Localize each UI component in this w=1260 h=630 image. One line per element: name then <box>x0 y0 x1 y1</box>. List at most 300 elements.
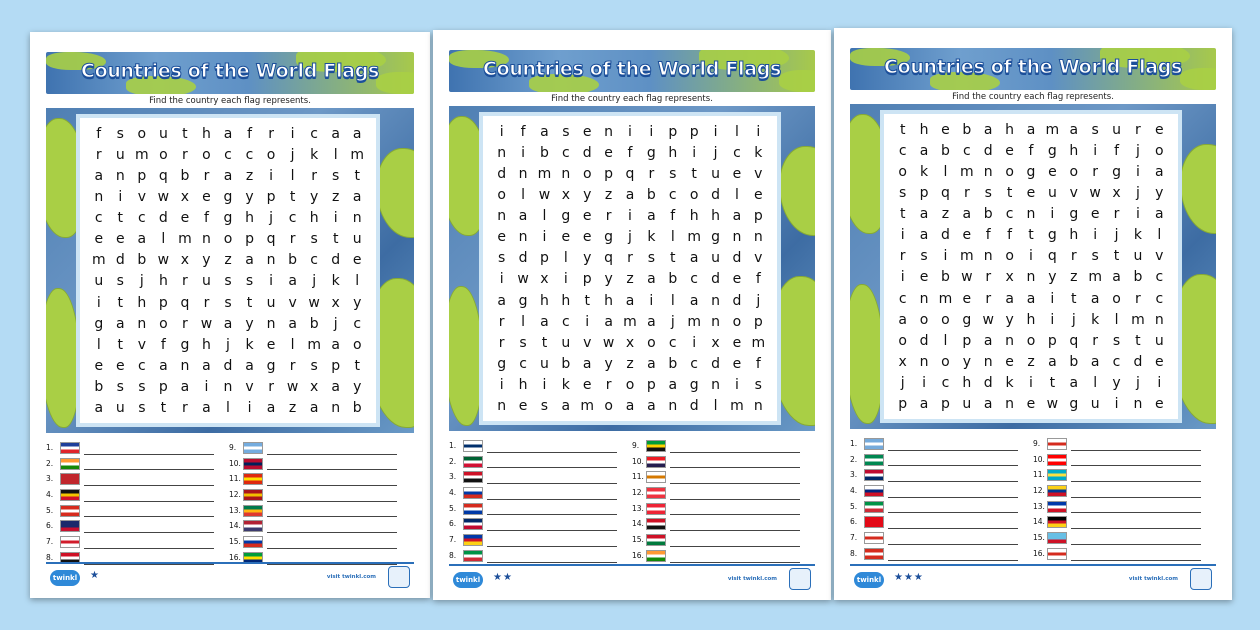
grid-letter[interactable]: s <box>754 376 762 393</box>
grid-letter[interactable]: n <box>1133 395 1143 412</box>
grid-letter[interactable]: g <box>223 189 233 206</box>
grid-letter[interactable]: h <box>689 208 699 225</box>
grid-letter[interactable]: a <box>1155 164 1164 181</box>
grid-letter[interactable]: i <box>943 248 948 265</box>
grid-letter[interactable]: s <box>899 185 907 202</box>
grid-letter[interactable]: i <box>499 271 504 288</box>
answer-write-line[interactable] <box>267 501 397 502</box>
grid-letter[interactable]: f <box>755 355 761 372</box>
grid-letter[interactable]: d <box>711 271 720 288</box>
grid-letter[interactable]: n <box>983 353 993 370</box>
answer-write-line[interactable] <box>487 483 617 484</box>
grid-letter[interactable]: b <box>352 399 362 416</box>
grid-letter[interactable]: n <box>331 399 341 416</box>
grid-letter[interactable]: i <box>900 269 905 286</box>
grid-letter[interactable]: e <box>518 397 528 414</box>
grid-letter[interactable]: o <box>1155 143 1164 160</box>
grid-letter[interactable]: x <box>625 334 635 351</box>
grid-letter[interactable]: r <box>289 231 296 248</box>
grid-letter[interactable]: e <box>115 231 125 248</box>
grid-letter[interactable]: e <box>352 252 362 269</box>
grid-letter[interactable]: l <box>290 336 295 353</box>
grid-letter[interactable]: o <box>497 187 506 204</box>
grid-letter[interactable]: y <box>245 189 254 206</box>
grid-letter[interactable]: p <box>646 376 656 393</box>
grid-letter[interactable]: a <box>919 227 929 244</box>
grid-letter[interactable]: p <box>753 313 763 330</box>
grid-letter[interactable]: y <box>604 271 613 288</box>
grid-letter[interactable]: a <box>223 126 233 142</box>
grid-letter[interactable]: a <box>497 292 506 309</box>
grid-letter[interactable]: b <box>983 206 993 223</box>
grid-letter[interactable]: v <box>137 189 146 206</box>
grid-letter[interactable]: y <box>202 252 211 269</box>
grid-letter[interactable]: c <box>561 145 570 162</box>
grid-letter[interactable]: a <box>202 399 211 416</box>
grid-letter[interactable]: t <box>1113 248 1120 265</box>
grid-letter[interactable]: e <box>941 122 950 138</box>
grid-letter[interactable]: e <box>1154 353 1164 370</box>
grid-letter[interactable]: r <box>985 290 992 307</box>
grid-letter[interactable]: o <box>919 311 929 328</box>
answer-write-line[interactable] <box>84 532 214 533</box>
grid-letter[interactable]: d <box>711 187 720 204</box>
grid-letter[interactable]: h <box>561 292 571 309</box>
answer-write-line[interactable] <box>670 514 800 515</box>
grid-letter[interactable]: i <box>1029 374 1033 391</box>
grid-letter[interactable]: g <box>604 229 614 246</box>
answer-write-line[interactable] <box>670 562 800 563</box>
grid-letter[interactable]: y <box>310 189 319 206</box>
grid-letter[interactable]: n <box>1026 206 1036 223</box>
answer-write-line[interactable] <box>888 465 1018 466</box>
grid-letter[interactable]: u <box>711 166 720 183</box>
grid-letter[interactable]: s <box>310 231 318 248</box>
grid-letter[interactable]: e <box>962 290 972 307</box>
grid-letter[interactable]: t <box>1135 332 1141 349</box>
grid-letter[interactable]: a <box>1005 290 1014 307</box>
grid-letter[interactable]: q <box>604 250 614 267</box>
grid-letter[interactable]: g <box>962 311 972 328</box>
grid-letter[interactable]: a <box>1026 122 1036 138</box>
grid-letter[interactable]: n <box>518 166 528 183</box>
grid-letter[interactable]: j <box>756 292 761 309</box>
grid-letter[interactable]: r <box>605 208 612 225</box>
grid-letter[interactable]: i <box>922 374 927 391</box>
grid-letter[interactable]: l <box>670 229 675 246</box>
answer-write-line[interactable] <box>487 499 617 500</box>
grid-letter[interactable]: g <box>689 376 699 393</box>
grid-letter[interactable]: n <box>266 315 276 332</box>
grid-letter[interactable]: u <box>266 294 276 311</box>
grid-letter[interactable]: i <box>649 124 654 140</box>
grid-letter[interactable]: r <box>1135 122 1141 138</box>
grid-letter[interactable]: d <box>1133 353 1143 370</box>
grid-letter[interactable]: h <box>962 374 972 391</box>
grid-letter[interactable]: a <box>647 355 656 372</box>
grid-letter[interactable]: t <box>691 166 697 183</box>
grid-letter[interactable]: x <box>1112 185 1121 202</box>
grid-letter[interactable]: g <box>180 336 190 353</box>
grid-letter[interactable]: l <box>1114 311 1119 328</box>
grid-letter[interactable]: d <box>518 250 528 267</box>
grid-letter[interactable]: a <box>1069 122 1079 138</box>
grid-letter[interactable]: i <box>692 334 697 351</box>
grid-letter[interactable]: l <box>1093 374 1098 391</box>
grid-letter[interactable]: m <box>307 336 321 353</box>
grid-letter[interactable]: u <box>94 273 104 290</box>
answer-write-line[interactable] <box>267 485 397 486</box>
grid-letter[interactable]: p <box>604 166 614 183</box>
grid-letter[interactable]: o <box>898 164 907 181</box>
grid-letter[interactable]: i <box>269 273 274 290</box>
grid-letter[interactable]: z <box>245 168 254 185</box>
grid-letter[interactable]: h <box>309 210 319 227</box>
grid-letter[interactable]: z <box>626 271 634 288</box>
grid-letter[interactable]: q <box>625 166 635 183</box>
answer-write-line[interactable] <box>487 546 617 547</box>
grid-letter[interactable]: g <box>94 315 104 332</box>
grid-letter[interactable]: i <box>118 189 123 206</box>
grid-letter[interactable]: c <box>353 315 362 332</box>
answer-write-line[interactable] <box>1071 497 1201 498</box>
grid-letter[interactable]: d <box>711 355 720 372</box>
grid-letter[interactable]: t <box>354 357 360 374</box>
grid-letter[interactable]: g <box>518 292 528 309</box>
grid-letter[interactable]: u <box>158 126 168 142</box>
grid-letter[interactable]: o <box>159 147 168 164</box>
grid-letter[interactable]: i <box>1135 206 1140 223</box>
grid-letter[interactable]: n <box>604 124 614 140</box>
grid-letter[interactable]: o <box>941 311 950 328</box>
grid-letter[interactable]: h <box>604 292 614 309</box>
grid-letter[interactable]: i <box>1050 290 1055 307</box>
grid-letter[interactable]: b <box>668 271 678 288</box>
grid-letter[interactable]: i <box>1093 227 1098 244</box>
grid-letter[interactable]: c <box>94 210 103 227</box>
grid-letter[interactable]: w <box>157 252 170 269</box>
grid-letter[interactable]: h <box>919 122 929 138</box>
grid-letter[interactable]: h <box>137 294 147 311</box>
grid-letter[interactable]: o <box>582 166 592 183</box>
grid-letter[interactable]: s <box>920 248 928 265</box>
grid-letter[interactable]: h <box>540 292 549 309</box>
grid-letter[interactable]: r <box>95 147 102 164</box>
grid-letter[interactable]: a <box>518 208 528 225</box>
grid-letter[interactable]: a <box>625 292 635 309</box>
grid-letter[interactable]: e <box>732 334 742 351</box>
grid-letter[interactable]: s <box>116 273 124 290</box>
grid-letter[interactable]: p <box>689 124 699 140</box>
grid-letter[interactable]: r <box>268 378 274 395</box>
grid-letter[interactable]: a <box>983 122 993 138</box>
grid-letter[interactable]: r <box>182 399 188 416</box>
grid-letter[interactable]: r <box>985 269 992 286</box>
grid-letter[interactable]: t <box>541 334 548 351</box>
grid-letter[interactable]: u <box>115 399 125 416</box>
grid-letter[interactable]: w <box>961 269 973 286</box>
grid-letter[interactable]: g <box>1047 143 1057 160</box>
grid-letter[interactable]: m <box>1088 269 1102 286</box>
grid-letter[interactable]: e <box>202 189 211 206</box>
grid-letter[interactable]: a <box>331 378 340 395</box>
grid-letter[interactable]: r <box>963 185 970 202</box>
answer-write-line[interactable] <box>1071 544 1201 545</box>
grid-letter[interactable]: f <box>755 271 761 288</box>
grid-letter[interactable]: m <box>580 397 595 414</box>
grid-letter[interactable]: o <box>732 313 742 330</box>
grid-letter[interactable]: e <box>582 376 592 393</box>
grid-letter[interactable]: t <box>246 294 253 311</box>
grid-letter[interactable]: u <box>1112 122 1121 138</box>
answer-write-line[interactable] <box>267 454 397 455</box>
grid-letter[interactable]: w <box>286 378 299 395</box>
grid-letter[interactable]: m <box>687 229 701 246</box>
grid-letter[interactable]: a <box>962 206 972 223</box>
answer-write-line[interactable] <box>1071 450 1201 451</box>
grid-letter[interactable]: q <box>158 168 168 185</box>
grid-letter[interactable]: o <box>159 315 168 332</box>
grid-letter[interactable]: a <box>309 399 319 416</box>
grid-letter[interactable]: r <box>605 376 612 393</box>
grid-letter[interactable]: g <box>1069 206 1079 223</box>
grid-letter[interactable]: x <box>180 252 190 269</box>
grid-letter[interactable]: c <box>962 143 971 160</box>
grid-letter[interactable]: n <box>753 229 763 246</box>
grid-letter[interactable]: n <box>180 357 190 374</box>
grid-letter[interactable]: a <box>288 273 297 290</box>
grid-letter[interactable]: g <box>1069 395 1079 412</box>
grid-letter[interactable]: i <box>1114 395 1119 412</box>
grid-letter[interactable]: n <box>518 229 528 246</box>
grid-letter[interactable]: d <box>689 397 699 414</box>
grid-letter[interactable]: e <box>604 145 613 162</box>
grid-letter[interactable]: a <box>94 399 104 416</box>
grid-letter[interactable]: e <box>266 336 276 353</box>
grid-letter[interactable]: j <box>628 229 632 246</box>
grid-letter[interactable]: w <box>517 271 529 288</box>
grid-letter[interactable]: a <box>625 187 635 204</box>
grid-letter[interactable]: f <box>670 208 676 225</box>
answer-write-line[interactable] <box>1071 481 1201 482</box>
grid-letter[interactable]: m <box>687 313 701 330</box>
grid-letter[interactable]: w <box>157 189 170 206</box>
grid-letter[interactable]: e <box>732 355 742 372</box>
grid-letter[interactable]: p <box>266 189 276 206</box>
grid-letter[interactable]: n <box>1005 332 1015 349</box>
grid-letter[interactable]: c <box>898 290 907 307</box>
grid-letter[interactable]: z <box>1070 269 1078 286</box>
grid-letter[interactable]: s <box>562 124 570 140</box>
grid-letter[interactable]: x <box>310 378 319 395</box>
grid-letter[interactable]: o <box>1112 290 1121 307</box>
grid-letter[interactable]: a <box>352 126 362 142</box>
grid-letter[interactable]: e <box>94 357 104 374</box>
grid-letter[interactable]: e <box>1154 122 1164 138</box>
grid-letter[interactable]: i <box>499 376 504 393</box>
grid-letter[interactable]: y <box>1155 185 1164 202</box>
grid-letter[interactable]: p <box>137 168 147 185</box>
grid-letter[interactable]: z <box>288 399 297 416</box>
grid-letter[interactable]: r <box>182 147 188 164</box>
grid-letter[interactable]: t <box>584 292 590 309</box>
grid-letter[interactable]: g <box>561 208 571 225</box>
grid-letter[interactable]: e <box>94 231 104 248</box>
answer-write-line[interactable] <box>84 501 214 502</box>
grid-letter[interactable]: i <box>628 124 632 140</box>
grid-letter[interactable]: p <box>582 271 592 288</box>
grid-letter[interactable]: t <box>1049 374 1056 391</box>
grid-letter[interactable]: y <box>245 315 254 332</box>
grid-letter[interactable]: i <box>649 292 654 309</box>
answer-write-line[interactable] <box>1071 465 1201 466</box>
grid-letter[interactable]: n <box>919 290 929 307</box>
grid-letter[interactable]: o <box>941 353 950 370</box>
grid-letter[interactable]: o <box>1026 332 1036 349</box>
grid-letter[interactable]: a <box>732 208 742 225</box>
grid-letter[interactable]: a <box>582 355 592 372</box>
grid-letter[interactable]: b <box>1069 353 1079 370</box>
grid-letter[interactable]: e <box>180 210 190 227</box>
grid-letter[interactable]: k <box>331 273 340 290</box>
grid-letter[interactable]: n <box>497 145 507 162</box>
grid-letter[interactable]: n <box>1154 311 1164 328</box>
grid-letter[interactable]: n <box>223 378 233 395</box>
grid-letter[interactable]: b <box>309 315 319 332</box>
grid-letter[interactable]: l <box>1157 227 1162 244</box>
grid-letter[interactable]: d <box>941 227 950 244</box>
grid-letter[interactable]: n <box>983 248 993 265</box>
grid-letter[interactable]: s <box>310 357 318 374</box>
grid-letter[interactable]: z <box>224 252 232 269</box>
grid-letter[interactable]: o <box>647 334 656 351</box>
grid-letter[interactable]: d <box>331 252 341 269</box>
grid-letter[interactable]: y <box>353 294 362 311</box>
grid-letter[interactable]: a <box>331 336 340 353</box>
grid-letter[interactable]: r <box>1092 332 1099 349</box>
grid-letter[interactable]: v <box>288 294 297 311</box>
grid-letter[interactable]: m <box>751 334 766 351</box>
grid-letter[interactable]: x <box>561 187 570 204</box>
grid-letter[interactable]: j <box>1071 311 1076 328</box>
grid-letter[interactable]: d <box>158 210 168 227</box>
grid-letter[interactable]: y <box>583 250 592 267</box>
grid-letter[interactable]: j <box>226 336 230 353</box>
grid-letter[interactable]: h <box>202 126 211 142</box>
grid-letter[interactable]: l <box>521 187 526 204</box>
grid-letter[interactable]: o <box>202 147 211 164</box>
grid-letter[interactable]: f <box>1114 143 1119 160</box>
grid-letter[interactable]: v <box>754 166 763 183</box>
answer-write-line[interactable] <box>888 512 1018 513</box>
grid-letter[interactable]: l <box>161 231 166 248</box>
grid-letter[interactable]: q <box>1069 332 1079 349</box>
grid-letter[interactable]: n <box>1026 269 1036 286</box>
grid-letter[interactable]: q <box>1047 248 1057 265</box>
grid-letter[interactable]: h <box>1005 122 1015 138</box>
grid-letter[interactable]: p <box>962 332 972 349</box>
grid-letter[interactable]: l <box>333 147 338 164</box>
grid-letter[interactable]: w <box>308 294 320 311</box>
grid-letter[interactable]: h <box>1026 311 1036 328</box>
grid-letter[interactable]: y <box>583 187 592 204</box>
grid-letter[interactable]: s <box>647 250 656 267</box>
grid-letter[interactable]: l <box>713 397 718 414</box>
grid-letter[interactable]: i <box>521 145 526 162</box>
grid-letter[interactable]: o <box>1005 164 1014 181</box>
answer-write-line[interactable] <box>267 516 397 517</box>
grid-letter[interactable]: p <box>753 208 763 225</box>
grid-letter[interactable]: y <box>1005 311 1014 328</box>
grid-letter[interactable]: s <box>116 126 124 142</box>
grid-letter[interactable]: a <box>919 206 929 223</box>
grid-letter[interactable]: c <box>668 187 677 204</box>
grid-letter[interactable]: g <box>646 145 656 162</box>
grid-letter[interactable]: n <box>732 229 742 246</box>
answer-write-line[interactable] <box>1071 528 1201 529</box>
answer-write-line[interactable] <box>487 514 617 515</box>
grid-letter[interactable]: j <box>290 147 295 164</box>
answer-write-line[interactable] <box>84 485 214 486</box>
grid-letter[interactable]: n <box>266 252 276 269</box>
grid-letter[interactable]: o <box>898 332 907 349</box>
grid-letter[interactable]: i <box>542 229 547 246</box>
grid-letter[interactable]: r <box>648 166 655 183</box>
grid-letter[interactable]: t <box>899 122 906 138</box>
grid-letter[interactable]: b <box>962 122 972 138</box>
grid-letter[interactable]: j <box>139 273 144 290</box>
visit-link[interactable]: visit twinkl.com <box>1128 576 1178 582</box>
grid-letter[interactable]: l <box>670 292 675 309</box>
grid-letter[interactable]: b <box>561 355 571 372</box>
grid-letter[interactable]: c <box>561 313 570 330</box>
grid-letter[interactable]: h <box>245 210 254 227</box>
grid-letter[interactable]: h <box>518 376 528 393</box>
grid-letter[interactable]: m <box>1045 122 1060 138</box>
grid-letter[interactable]: n <box>919 353 929 370</box>
answer-write-line[interactable] <box>888 450 1018 451</box>
grid-letter[interactable]: c <box>1155 269 1164 286</box>
grid-letter[interactable]: o <box>604 397 613 414</box>
grid-letter[interactable]: i <box>713 124 718 140</box>
grid-letter[interactable]: c <box>310 126 318 142</box>
grid-letter[interactable]: n <box>753 397 763 414</box>
grid-letter[interactable]: n <box>983 164 993 181</box>
grid-letter[interactable]: r <box>1092 164 1099 181</box>
grid-letter[interactable]: u <box>962 395 972 412</box>
grid-letter[interactable]: r <box>203 294 210 311</box>
grid-letter[interactable]: v <box>245 378 254 395</box>
grid-letter[interactable]: e <box>497 229 506 246</box>
grid-letter[interactable]: s <box>1091 122 1099 138</box>
grid-letter[interactable]: v <box>583 334 592 351</box>
grid-letter[interactable]: n <box>1005 395 1015 412</box>
grid-letter[interactable]: n <box>711 313 720 330</box>
grid-letter[interactable]: x <box>711 334 720 351</box>
grid-letter[interactable]: j <box>670 313 675 330</box>
grid-letter[interactable]: m <box>960 248 974 265</box>
grid-letter[interactable]: y <box>353 378 362 395</box>
answer-write-line[interactable] <box>888 560 1018 561</box>
grid-letter[interactable]: g <box>1112 164 1121 181</box>
grid-letter[interactable]: a <box>647 397 656 414</box>
grid-letter[interactable]: u <box>561 334 571 351</box>
grid-letter[interactable]: d <box>919 332 929 349</box>
grid-letter[interactable]: n <box>352 210 362 227</box>
grid-letter[interactable]: i <box>204 378 209 395</box>
grid-letter[interactable]: u <box>1047 185 1057 202</box>
answer-write-line[interactable] <box>888 528 1018 529</box>
